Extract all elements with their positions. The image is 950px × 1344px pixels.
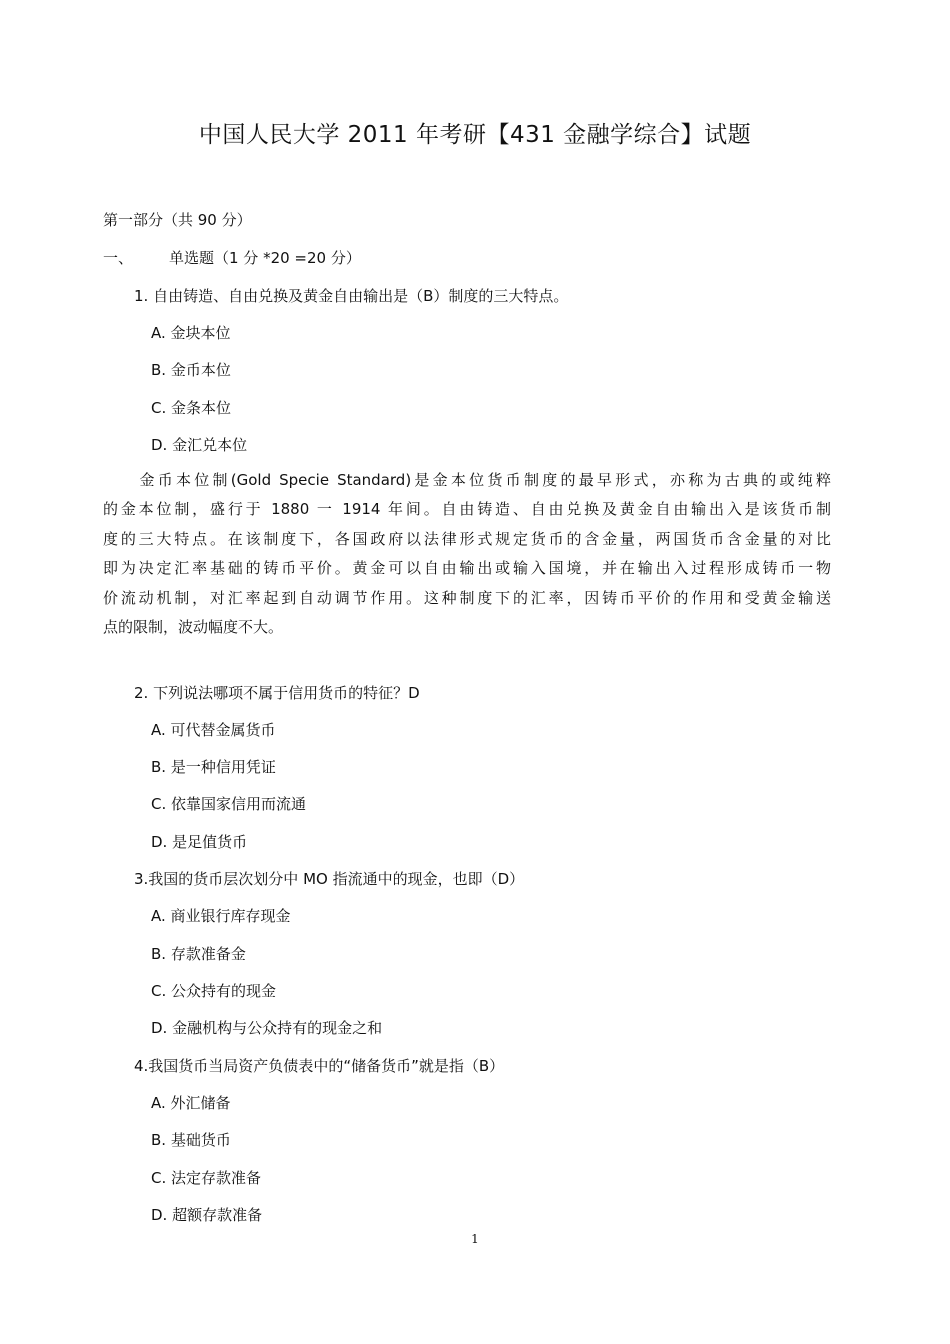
question-3-option-d: D. 金融机构与公众持有的现金之和: [151, 1019, 383, 1037]
explanation-line: 价流动机制，对汇率起到自动调节作用。这种制度下的汇率，因铸币平价的作用和受黄金输送: [103, 588, 831, 607]
question-4-stem: 4.我国货币当局资产负债表中的“储备货币”就是指（B）: [134, 1057, 505, 1075]
section-number: 一、: [103, 249, 134, 267]
question-3-option-a: A. 商业银行库存现金: [151, 907, 291, 925]
question-2-stem: 2. 下列说法哪项不属于信用货币的特征？D: [134, 684, 420, 702]
question-1-option-a: A. 金块本位: [151, 324, 231, 342]
explanation-line: 的金本位制，盛行于 1880 一 1914 年间。自由铸造、自由兑换及黄金自由输出入是该货币制: [103, 500, 831, 519]
question-3-option-c: C. 公众持有的现金: [151, 982, 277, 1000]
question-2-option-c: C. 依靠国家信用而流通: [151, 795, 307, 813]
explanation-line: 即为决定汇率基础的铸币平价。黄金可以自由输出或输入国境，并在输出入过程形成铸币一物: [103, 559, 831, 578]
section-heading: 单选题（1 分 *20 =20 分）: [169, 249, 361, 267]
question-4-option-d: D. 超额存款准备: [151, 1206, 263, 1224]
question-2-option-a: A. 可代替金属货币: [151, 721, 276, 739]
question-3-stem: 3.我国的货币层次划分中 MO 指流通中的现金，也即（D）: [134, 870, 525, 888]
question-2-option-d: D. 是足值货币: [151, 833, 248, 851]
question-1-stem: 1. 自由铸造、自由兑换及黄金自由输出是（B）制度的三大特点。: [134, 287, 569, 305]
question-1-option-d: D. 金汇兑本位: [151, 436, 248, 454]
page-number: 1: [471, 1232, 479, 1246]
question-1-option-c: C. 金条本位: [151, 399, 232, 417]
question-4-option-c: C. 法定存款准备: [151, 1169, 262, 1187]
explanation-paragraph: [103, 466, 831, 642]
explanation-line: 点的限制，波动幅度不大。: [103, 618, 284, 637]
question-3-option-b: B. 存款准备金: [151, 945, 246, 963]
question-1-option-b: B. 金币本位: [151, 361, 231, 379]
page-title: 中国人民大学 2011 年考研【431 金融学综合】试题: [198, 122, 752, 148]
part-heading: 第一部分（共 90 分）: [103, 211, 252, 229]
question-4-option-b: B. 基础货币: [151, 1131, 231, 1149]
question-4-option-a: A. 外汇储备: [151, 1094, 231, 1112]
question-2-option-b: B. 是一种信用凭证: [151, 758, 276, 776]
explanation-line: 度的三大特点。在该制度下，各国政府以法律形式规定货币的含金量，两国货币含金量的对比: [103, 529, 831, 548]
explanation-line: 金币本位制(Gold Specie Standard)是金本位货币制度的最早形式，亦称为古典的或纯粹: [103, 471, 831, 489]
